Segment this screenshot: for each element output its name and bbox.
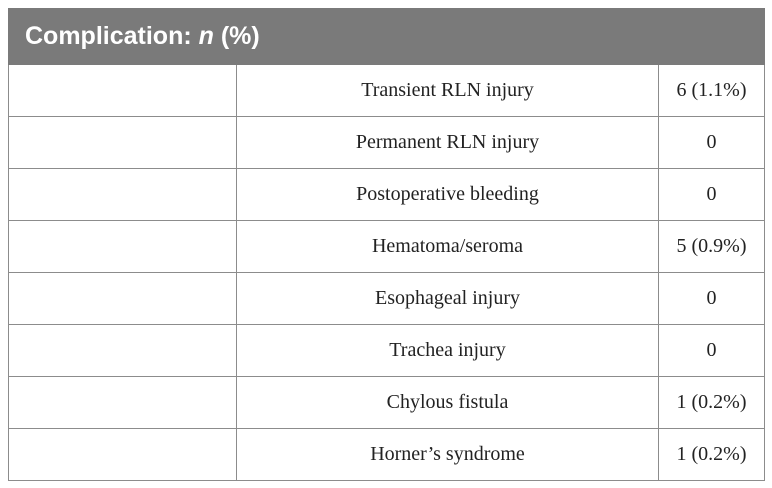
table-row (9, 273, 765, 325)
header-prefix: Complication: (25, 22, 199, 50)
complication-count: 0 (659, 273, 765, 325)
complication-name: Transient RLN injury (237, 65, 659, 117)
complication-count: 0 (659, 117, 765, 169)
header-variable: n (198, 22, 214, 50)
table-header-row (9, 9, 765, 65)
complication-count: 5 (0.9%) (659, 221, 765, 273)
empty-cell (9, 117, 237, 169)
complication-count: 1 (0.2%) (659, 377, 765, 429)
empty-cell (9, 65, 237, 117)
table-row (9, 65, 765, 117)
table-row (9, 429, 765, 481)
table-row (9, 221, 765, 273)
complication-name: Chylous fistula (237, 377, 659, 429)
complication-count: 0 (659, 325, 765, 377)
complication-name: Hematoma/seroma (237, 221, 659, 273)
empty-cell (9, 325, 237, 377)
header-suffix: (%) (213, 22, 260, 50)
empty-cell (9, 377, 237, 429)
table-row (9, 117, 765, 169)
complication-name: Trachea injury (237, 325, 659, 377)
complication-name: Horner’s syndrome (237, 429, 659, 481)
complication-count: 0 (659, 169, 765, 221)
complication-count: 6 (1.1%) (659, 65, 765, 117)
complication-name: Permanent RLN injury (237, 117, 659, 169)
table-row (9, 377, 765, 429)
empty-cell (9, 221, 237, 273)
complication-name: Postoperative bleeding (237, 169, 659, 221)
empty-cell (9, 429, 237, 481)
empty-cell (9, 169, 237, 221)
table-row (9, 325, 765, 377)
table-header (9, 9, 765, 65)
complication-count: 1 (0.2%) (659, 429, 765, 481)
complications-table (8, 8, 765, 481)
table-row (9, 169, 765, 221)
empty-cell (9, 273, 237, 325)
complication-name: Esophageal injury (237, 273, 659, 325)
